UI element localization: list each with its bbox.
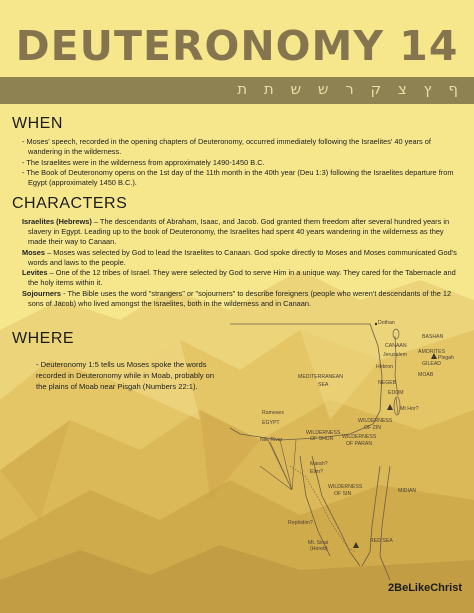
page-title: DEUTERONOMY 14 (15, 22, 459, 70)
exodus-route-map (230, 316, 464, 580)
character-description: – Moses was selected by God to lead the Israelites to Canaan. God spoke directly to Moses and Moses communicated God's words and laws to the people. (28, 247, 457, 267)
character-description: – One of the 12 tribes of Israel. They were selected by God to serve Him in a unique way. They cared for the Tabernacle and the holy items within it. (28, 268, 456, 287)
footer-brand: 2BeLikeChrist (388, 582, 462, 594)
when-item: - Moses' speech, recorded in the opening chapters of Deuteronomy, occurred immediately following the Israelites' 40 years of wandering in the wilderness. (22, 137, 431, 156)
label-jerusalem: Jerusalem (383, 352, 407, 358)
label-canaan: CANAAN (385, 343, 407, 349)
when-item: - The Book of Deuteronomy opens on the 1st day of the 11th month in the 40th year (Deu 1:3) following the Israelites departure from Egypt (approximately 1450 B.C.). (22, 168, 454, 187)
characters-heading: CHARACTERS (12, 195, 128, 212)
mt-sinai-marker-icon (353, 542, 359, 548)
label-moab: MOAB (418, 372, 434, 378)
label-mt-hor: Mt Hor? (400, 406, 419, 412)
label-horeb: (Horeb) (310, 546, 328, 552)
label-amorites: AMORITES (418, 349, 446, 355)
label-marah: Marah? (310, 461, 328, 467)
label-wilderness-paran-1: WILDERNESS (342, 434, 377, 440)
where-text: - Deuteronomy 1:5 tells us Moses spoke the words recorded in Deuteronomy while in Moab, probably on the plains of Moab near Pisgah (Numbers 22:1). (36, 359, 215, 391)
label-wilderness-paran-2: OF PARAN (346, 441, 373, 447)
label-rephidim: Rephidim? (288, 520, 313, 526)
characters-list (12, 217, 464, 309)
character-description: – The descendants of Abraham, Isaac, and Jacob. God granted them freedom after several hundred years in slavery in Egypt. Leading up to the book of Deuteronomy, the Israelites had spent 40 years wandering in the wilderness as they made their way to Canaan. (28, 217, 450, 246)
label-pisgah: Pisgah (438, 355, 454, 361)
city-dot (375, 323, 377, 325)
label-red-sea: RED SEA (370, 538, 393, 544)
label-wilderness-shur-1: WILDERNESS (306, 430, 341, 436)
when-list (12, 137, 464, 189)
label-wilderness-sin-2: OF SIN (334, 491, 352, 497)
character-item (18, 248, 464, 268)
label-sea: SEA (318, 382, 329, 388)
character-name: Levites (22, 268, 48, 277)
character-name: Israelites (Hebrews) (22, 217, 92, 226)
hebrew-letters: ף ץ צ ק ר ש ש ת ת (237, 80, 464, 98)
label-negeb: NEGEB (378, 380, 397, 386)
label-mediterranean: MEDITERRANEAN (298, 374, 343, 380)
character-name: Moses (22, 247, 46, 257)
label-gilead: GILEAD (422, 361, 442, 367)
label-rameses: Rameses (262, 410, 284, 416)
character-item (18, 289, 464, 309)
when-item: - The Israelites were in the wilderness from approximately 1490-1450 B.C. (22, 157, 265, 167)
label-bashan: BASHAN (422, 334, 444, 340)
character-name: Sojourners (22, 288, 62, 298)
label-mt-sinai: Mt. Sinai (308, 540, 329, 546)
label-wilderness-sin-1: WILDERNESS (328, 484, 363, 490)
where-heading: WHERE (12, 330, 75, 347)
when-heading: WHEN (12, 115, 63, 132)
label-wilderness-zin-2: OF ZIN (364, 425, 382, 431)
sea-of-galilee (393, 329, 399, 339)
character-item (18, 268, 464, 288)
label-elim: Elim? (310, 469, 323, 475)
mt-hor-marker-icon (387, 404, 393, 410)
label-nile-river: Nile River (260, 437, 283, 443)
hebrew-letter-bar (0, 77, 474, 104)
character-item (18, 217, 464, 247)
character-description: - The Bible uses the word "strangers" or "sojourners" to describe foreigners (people who weren't descendants of the 12 sons of Jacob) who lived amongst the Israelites, both in the wilderness and in Canaan. (28, 288, 452, 308)
label-edom: EDOM (388, 390, 404, 396)
label-egypt: EGYPT (262, 420, 280, 426)
label-dothan: Dothan (378, 320, 395, 326)
label-midian: MIDIAN (398, 488, 417, 494)
gulf-of-aqaba (362, 466, 380, 566)
nile-delta (260, 440, 296, 490)
label-hebron: Hebron (376, 364, 394, 370)
label-wilderness-shur-2: OF SHUR (310, 436, 334, 442)
label-wilderness-zin-1: WILDERNESS (358, 418, 393, 424)
arabia-coast (380, 466, 390, 580)
